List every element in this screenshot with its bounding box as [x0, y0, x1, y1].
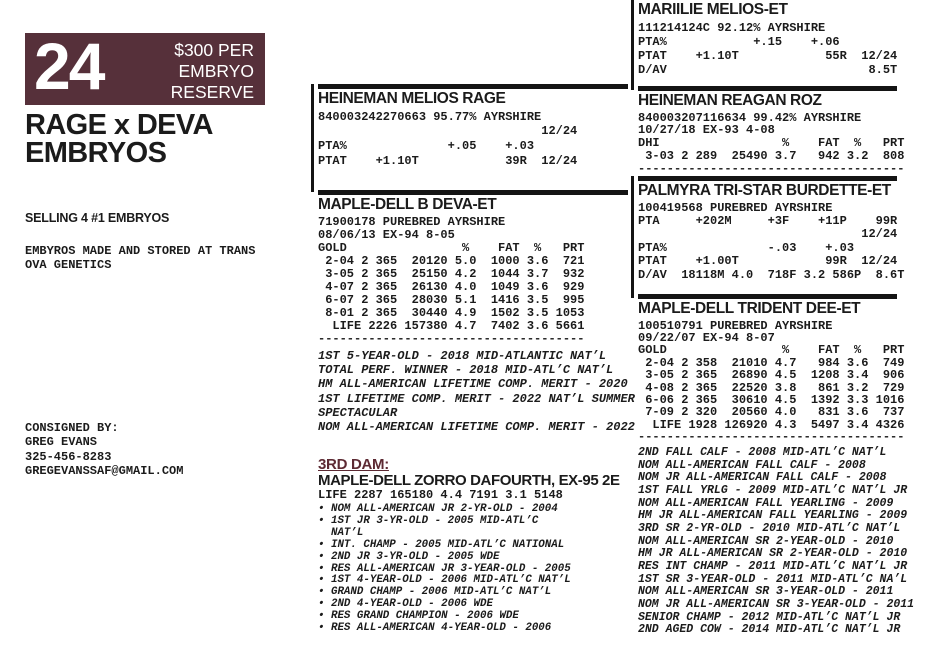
dam-show-awards: 1ST 5-YEAR-OLD - 2018 MID-ATLANTIC NAT’L TOTAL PERF. WINNER - 2018 MID-ATL’C NAT’L HM ALL-AMERICAN LIFETIME COMP. MERIT - 2020 1ST LIFETIME COMP. MERIT - 2022 NAT’L SUMMER SPECTACULAR NOM ALL-AMERICAN LIFETIME COMP. MERIT - 2022 [318, 349, 635, 435]
sires-sire-data-lines: 111214124C 92.12% AYRSHIRE PTA% +.15 +.06 PTAT +1.10T 55R 12/24 D/AV 8.5T [638, 21, 898, 77]
pedigree-bracket-sire-side [631, 0, 634, 90]
section-sire [318, 84, 628, 169]
dam-name: MAPLE-DELL B DEVA-ET [318, 195, 497, 213]
storage-note: EMBYROS MADE AND STORED AT TRANS OVA GENETICS [25, 244, 256, 272]
third-dam-life-record: LIFE 2287 165180 4.4 7191 3.1 5148 [318, 488, 563, 502]
sires-sire-name: MARIILIE MELIOS-ET [638, 1, 788, 18]
pedigree-bracket-dam-side [631, 176, 634, 298]
dams-sire-name: PALMYRA TRI-STAR BURDETTE-ET [638, 181, 891, 199]
section-top-bar [318, 190, 628, 195]
sire-data-lines: 840003242270663 95.77% AYRSHIRE 12/24 PTA% +.05 +.03 PTAT +1.10T 39R 12/24 [318, 109, 578, 168]
sire-name: HEINEMAN MELIOS RAGE [318, 89, 506, 107]
selling-note: SELLING 4 #1 EMBRYOS [25, 211, 170, 225]
section-dam [318, 190, 630, 346]
embryo-price-note: $300 PER EMBRYO RESERVE [170, 40, 254, 102]
dams-sire-data-lines: 100419568 PUREBRED AYRSHIRE PTA +202M +3F +11P 99R 12/24 PTA% -.03 +.03 PTAT +1.00T 99R 12/24 D/AV 18118M 4.0 718F 3.2 586P 8.6T [638, 200, 905, 282]
section-dams-sire [638, 176, 944, 282]
sires-dam-name: HEINEMAN REAGAN ROZ [638, 91, 822, 109]
section-dams-dam [638, 294, 944, 444]
dams-dam-show-awards: 2ND FALL CALF - 2008 MID-ATL’C NAT’L NOM ALL-AMERICAN FALL CALF - 2008 NOM JR ALL-AMERICAN FALL CALF - 2008 1ST FALL YRLG - 2009 MID-ATL’C NAT’L JR NOM ALL-AMERICAN FALL YEARLING - 2009 HM JR ALL-AMERICAN FALL YEARLING - 2009 3RD SR 2-YR-OLD - 2010 MID-ATL’C NAT’L NOM ALL-AMERICAN SR 2-YEAR-OLD - 2010 HM JR ALL-AMERICAN SR 2-YEAR-OLD - 2010 RES INT CHAMP - 2011 MID-ATL’C NAT’L JR 1ST SR 3-YEAR-OLD - 2011 MID-ATL’C NA’L NOM ALL-AMERICAN SR 3-YEAR-OLD - 2011 NOM JR ALL-AMERICAN SR 3-YEAR-OLD - 2011 SENIOR CHAMP - 2012 MID-ATL’C NAT’L JR 2ND AGED COW - 2014 MID-ATL’C NAT’L JR [638, 446, 915, 637]
section-top-bar [318, 84, 628, 89]
third-dam-awards: • NOM ALL-AMERICAN JR 2-YR-OLD - 2004 • 1ST JR 3-YR-OLD - 2005 MID-ATL’C NAT’L • INT. CHAMP - 2005 MID-ATL’C NATIONAL • 2ND JR 3-YR-OLD - 2005 WDE • RES ALL-AMERICAN JR 3-YEAR-OLD - 2005 • 1ST 4-YEAR-OLD - 2006 MID-ATL’C NAT’L • GRAND CHAMP - 2006 MID-ATL’C NAT’L • 2ND 4-YEAR-OLD - 2006 WDE • RES GRAND CHAMPION - 2006 WDE • RES ALL-AMERICAN 4-YEAR-OLD - 2006 [318, 503, 571, 635]
section-top-bar [638, 86, 897, 91]
lot-number-box [25, 29, 265, 105]
dams-dam-record-table: 100510791 PUREBRED AYRSHIRE 09/22/07 EX-94 8-07 GOLD % FAT % PRT 2-04 2 358 21010 4.7 984 3.6 749 3-05 2 365 26890 4.5 1208 3.4 906 4-08 2 365 22520 3.8 861 3.2 729 6-06 2 365 30610 4.5 1392 3.3 1016 7-09 2 320 20560 4.0 831 3.6 737 LIFE 1928 126920 4.3 5497 3.4 4326 ------------------------------------- [638, 318, 905, 445]
sires-dam-record-table: 840003207116634 99.42% AYRSHIRE 10/27/18 EX-93 4-08 DHI % FAT % PRT 3-03 2 289 25490 3.7 942 3.2 808 ------------------------------------- [638, 110, 905, 176]
section-top-bar [638, 294, 897, 299]
section-top-bar [638, 176, 897, 181]
lot-title: RAGE x DEVA EMBRYOS [25, 109, 213, 169]
dam-record-table: 71900178 PUREBRED AYRSHIRE 08/06/13 EX-94 8-05 GOLD % FAT % PRT 2-04 2 365 20120 5.0 1000 3.6 721 3-05 2 365 25150 4.2 1044 3.7 932 4-07 2 365 26130 4.0 1049 3.6 929 6-07 2 365 28030 5.1 1416 3.5 995 8-01 2 365 30440 4.9 1502 3.5 1053 LIFE 2226 157380 4.7 7402 3.6 5661 ------------------------------------- [318, 214, 585, 346]
section-sires-sire [638, 2, 944, 77]
third-dam-label: 3RD DAM: [318, 456, 389, 473]
lot-number: 24 [34, 29, 104, 103]
third-dam-name: MAPLE-DELL ZORRO DAFOURTH, EX-95 2E [318, 471, 620, 489]
dams-dam-name: MAPLE-DELL TRIDENT DEE-ET [638, 299, 861, 317]
section-sires-dam [638, 86, 944, 175]
section-third-dam [318, 457, 630, 635]
consignor-info: CONSIGNED BY: GREG EVANS 325-456-8283 GREGEVANSSAF@GMAIL.COM [25, 421, 184, 478]
pedigree-bracket-parents [311, 84, 314, 192]
